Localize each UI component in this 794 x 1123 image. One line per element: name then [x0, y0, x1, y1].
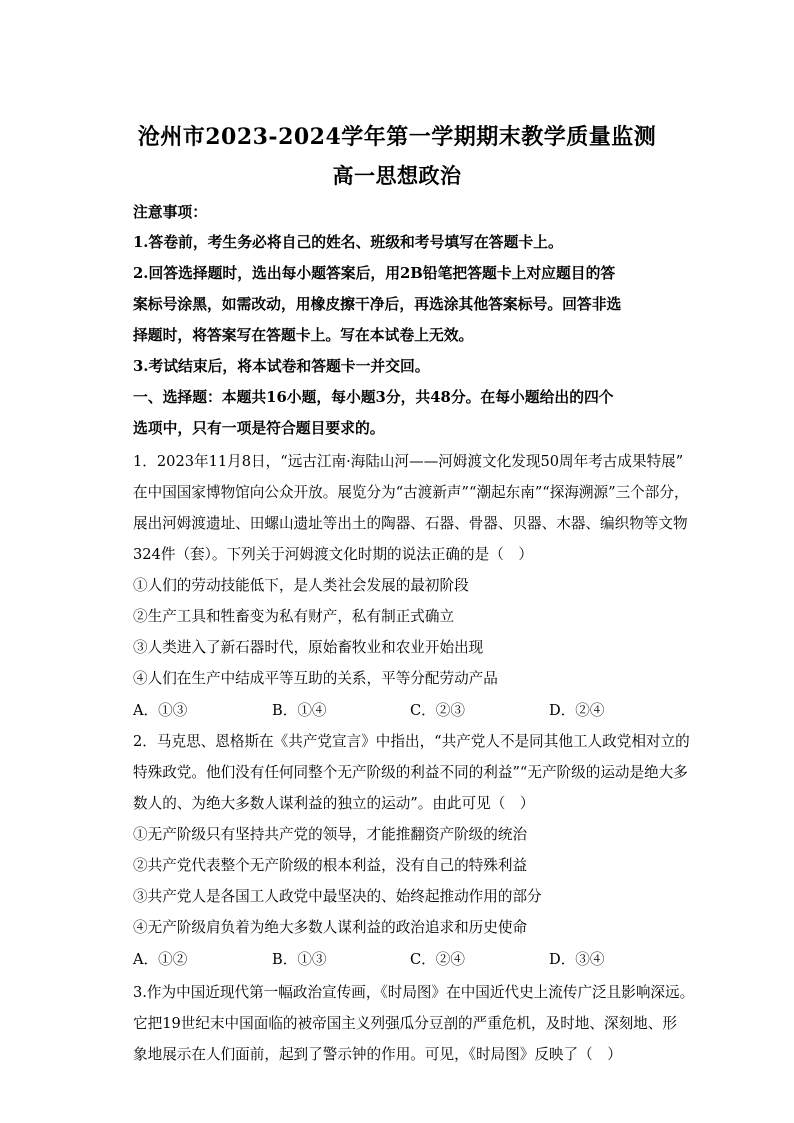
question-1-option-c: C．②③: [410, 702, 465, 719]
question-3-stem: 象地展示在人们面前，起到了警示钟的作用。可见，《时局图》反映了（ ）: [133, 1046, 622, 1063]
question-2-option-d: D．③④: [549, 951, 605, 968]
exam-title: 沧州市2023-2024学年第一学期期末教学质量监测: [137, 124, 657, 150]
section-heading: 一、选择题：本题共16小题，每小题3分，共48分。在每小题给出的四个: [133, 389, 614, 406]
question-2-option-a: A．①②: [133, 951, 188, 968]
section-heading: 选项中，只有一项是符合题目要求的。: [133, 420, 385, 437]
question-1-option-a: A．①③: [133, 702, 188, 719]
question-2-statement: ①无产阶级只有坚持共产党的领导，才能推翻资产阶级的统治: [133, 826, 528, 843]
question-2-statement: ③共产党人是各国工人政党中最坚决的、始终起推动作用的部分: [133, 888, 542, 905]
question-3-stem: 3.作为中国近现代第一幅政治宣传画，《时局图》在中国近代史上流传广泛且影响深远。: [133, 984, 695, 1001]
question-2-stem: 特殊政党。他们没有任何同整个无产阶级的利益不同的利益”“无产阶级的运动是绝大多: [133, 764, 688, 781]
question-1-stem: 324件（套）。下列关于河姆渡文化时期的说法正确的是（ ）: [133, 546, 533, 563]
question-2-option-b: B．①③: [272, 951, 327, 968]
exam-subject: 高一思想政治: [332, 163, 462, 188]
notice-line: 2.回答选择题时，选出每小题答案后，用2B铅笔把答题卡上对应题目的答: [133, 265, 616, 282]
question-2-statement: ④无产阶级肩负着为绝大多数人谋利益的政治追求和历史使命: [133, 919, 528, 936]
question-2-option-c: C．②④: [410, 951, 465, 968]
question-1-option-b: B．①④: [272, 702, 327, 719]
question-2-stem: 2．马克思、恩格斯在《共产党宣言》中指出，“共产党人不是同其他工人政党相对立的: [133, 733, 690, 750]
question-1-stem: 1．2023年11月8日，“远古江南·海陆山河——河姆渡文化发现50周年考古成果特展”: [133, 453, 684, 470]
notice-line: 3.考试结束后，将本试卷和答题卡一并交回。: [133, 358, 430, 375]
notice-line: 案标号涂黑，如需改动，用橡皮擦干净后，再选涂其他答案标号。回答非选: [133, 296, 622, 313]
question-1-option-d: D．②④: [549, 702, 605, 719]
question-1-statement: ③人类进入了新石器时代，原始畜牧业和农业开始出现: [133, 639, 484, 656]
question-2-statement: ②共产党代表整个无产阶级的根本利益，没有自己的特殊利益: [133, 857, 528, 874]
question-1-stem: 在中国国家博物馆向公众开放。展览分为“古渡新声”“潮起东南”“探海溯源”三个部分，: [133, 484, 689, 501]
question-3-stem: 它把19世纪末中国面临的被帝国主义列强瓜分豆剖的严重危机，及时地、深刻地、形: [133, 1015, 677, 1032]
question-1-statement: ④人们在生产中结成平等互助的关系，平等分配劳动产品: [133, 670, 498, 687]
question-1-statement: ②生产工具和牲畜变为私有财产，私有制正式确立: [133, 608, 455, 625]
question-2-stem: 数人的、为绝大多数人谋利益的独立的运动”。由此可见（ ）: [133, 795, 535, 812]
notice-line: 1.答卷前，考生务必将自己的姓名、班级和考号填写在答题卡上。: [133, 234, 563, 251]
question-1-statement: ①人们的劳动技能低下，是人类社会发展的最初阶段: [133, 577, 469, 594]
notice-heading: 注意事项：: [133, 204, 207, 221]
question-1-stem: 展出河姆渡遗址、田螺山遗址等出土的陶器、石器、骨器、贝器、木器、编织物等文物: [133, 515, 688, 532]
notice-line: 择题时，将答案写在答题卡上。写在本试卷上无效。: [133, 327, 474, 344]
